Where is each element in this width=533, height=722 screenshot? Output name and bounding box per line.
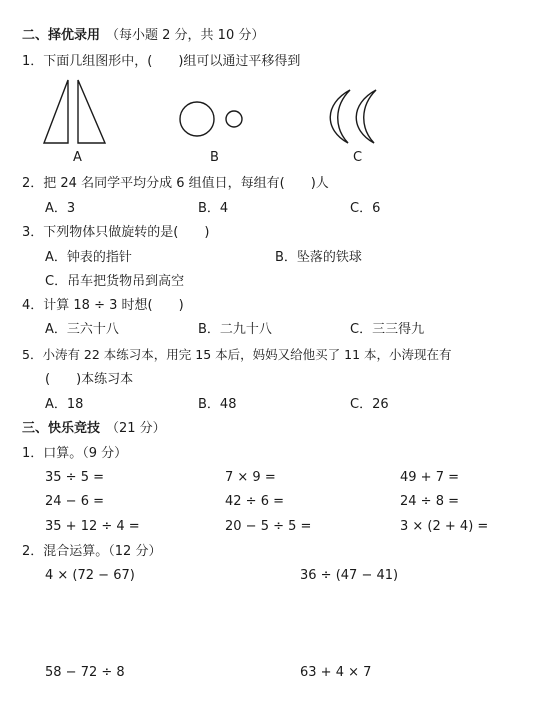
oral-item[interactable]: 49 + 7 = xyxy=(400,470,459,485)
q4-text-a: 计算 18 ÷ 3 时想( xyxy=(43,298,153,313)
s3-q2-number: 2． xyxy=(22,544,44,559)
q3-text-b: ) xyxy=(204,225,210,240)
s3-q1-title: 口算。（9 分） xyxy=(43,446,128,461)
oral-item[interactable]: 3 × (2 + 4) = xyxy=(400,519,489,534)
s3-q2-title: 混合运算。（12 分） xyxy=(43,544,162,559)
q1-number: 1． xyxy=(22,54,44,69)
figure-b-circles xyxy=(180,102,242,136)
q1-text-a: 下面几组图形中，( xyxy=(43,54,153,69)
q4-option-b[interactable]: B．二九十八 xyxy=(198,322,272,337)
oral-item[interactable]: 24 − 6 = xyxy=(45,494,104,509)
q2-option-b[interactable]: B．4 xyxy=(198,201,229,216)
q3-option-a[interactable]: A．钟表的指针 xyxy=(45,250,132,265)
q3-line xyxy=(22,225,209,241)
figure-label-b: B xyxy=(210,150,219,165)
q1-text-b: )组可以通过平移得到 xyxy=(178,54,301,69)
q5-number: 5． xyxy=(22,347,43,362)
q3-option-c[interactable]: C．吊车把货物吊到高空 xyxy=(45,274,185,289)
oral-item[interactable]: 35 + 12 ÷ 4 = xyxy=(45,519,140,534)
q5-option-b[interactable]: B．48 xyxy=(198,397,237,412)
section3-title: 三、快乐竞技 xyxy=(22,421,101,436)
oral-item[interactable]: 42 ÷ 6 = xyxy=(225,494,284,509)
q2-option-a[interactable]: A．3 xyxy=(45,201,76,216)
q4-number: 4． xyxy=(22,298,44,313)
q1-line xyxy=(22,54,300,70)
figure-label-a: A xyxy=(73,150,82,165)
q5-text-a: ( xyxy=(45,372,51,387)
q4-text-b: ) xyxy=(178,298,184,313)
mixed-item[interactable]: 4 × (72 − 67) xyxy=(45,568,135,583)
q5-option-c[interactable]: C．26 xyxy=(350,397,389,412)
oral-item[interactable]: 24 ÷ 8 = xyxy=(400,494,459,509)
figure-a-triangles xyxy=(44,80,105,143)
q2-option-c[interactable]: C．6 xyxy=(350,201,381,216)
q2-text-b: )人 xyxy=(310,176,329,191)
q5-text: 小涛有 22 本练习本，用完 15 本后，妈妈又给他买了 11 本，小涛现在有 xyxy=(42,347,452,362)
q2-number: 2． xyxy=(22,176,44,191)
figure-c-crescents xyxy=(330,90,376,143)
q3-text-a: 下列物体只做旋转的是( xyxy=(43,225,179,240)
q4-option-a[interactable]: A．三六十八 xyxy=(45,322,119,337)
q5-line2 xyxy=(45,372,133,388)
figure-label-c: C xyxy=(353,150,363,165)
s3-q1-line xyxy=(22,446,127,462)
mixed-item[interactable]: 63 + 4 × 7 xyxy=(300,665,372,680)
q4-line xyxy=(22,298,184,314)
q3-number: 3． xyxy=(22,225,44,240)
mixed-item[interactable]: 36 ÷ (47 − 41) xyxy=(300,568,399,583)
q5-line1 xyxy=(22,347,452,363)
s3-q2-line xyxy=(22,544,161,560)
q4-option-c[interactable]: C．三三得九 xyxy=(350,322,425,337)
q2-line xyxy=(22,176,329,192)
q5-text-b: )本练习本 xyxy=(76,372,134,387)
q5-option-a[interactable]: A．18 xyxy=(45,397,84,412)
section2-score: （每小题 2 分，共 10 分） xyxy=(106,28,265,43)
oral-item[interactable]: 35 ÷ 5 = xyxy=(45,470,104,485)
q3-option-b[interactable]: B．坠落的铁球 xyxy=(275,250,362,265)
s3-q1-number: 1． xyxy=(22,446,44,461)
oral-item[interactable]: 7 × 9 = xyxy=(225,470,276,485)
section3-score: （21 分） xyxy=(106,421,166,436)
oral-item[interactable]: 20 − 5 ÷ 5 = xyxy=(225,519,312,534)
q2-text-a: 把 24 名同学平均分成 6 组值日，每组有( xyxy=(43,176,285,191)
section2-title: 二、择优录用 xyxy=(22,28,101,43)
mixed-item[interactable]: 58 − 72 ÷ 8 xyxy=(45,665,125,680)
